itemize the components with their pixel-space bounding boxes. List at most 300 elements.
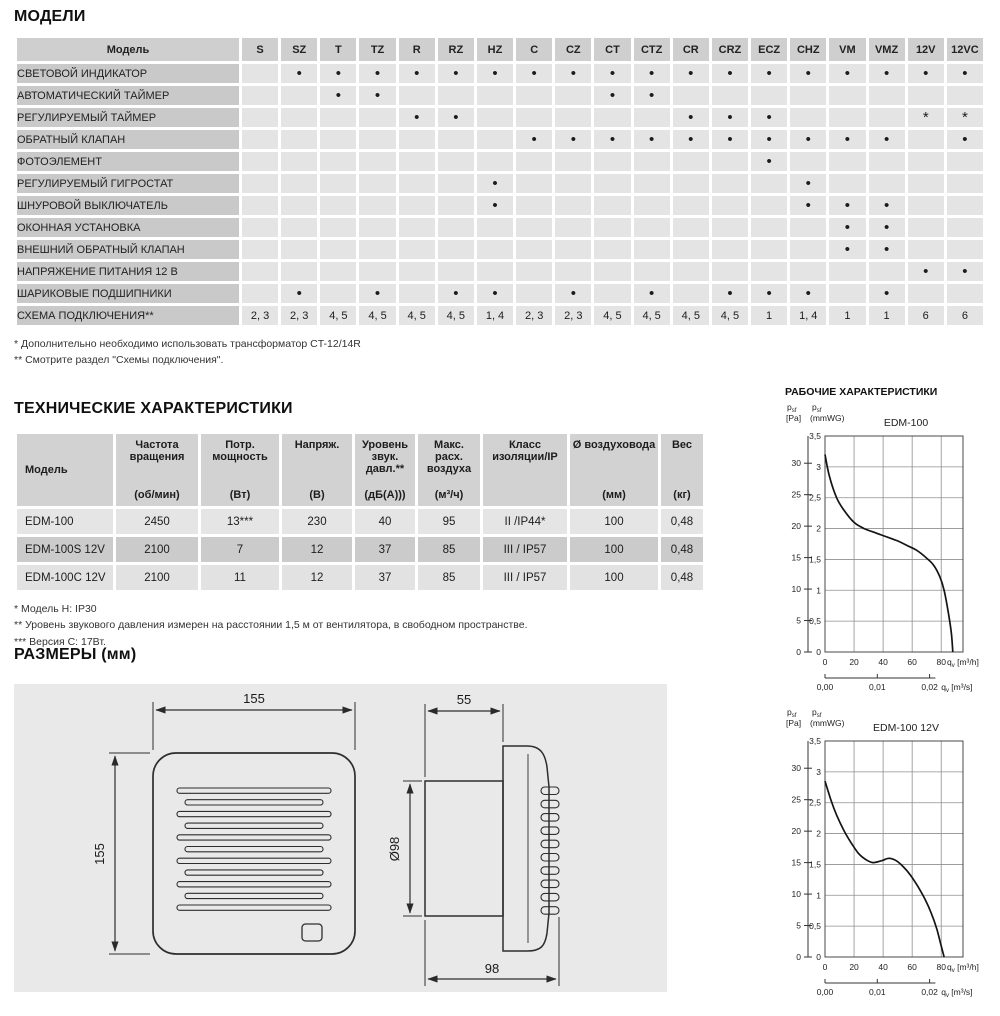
feature-mark-cell bbox=[790, 240, 826, 259]
x-tick-label: 80 bbox=[936, 657, 946, 667]
tech-header-name: Потр. мощность bbox=[212, 439, 268, 463]
pa-tick-label: 25 bbox=[791, 794, 801, 805]
tech-col-header bbox=[418, 434, 480, 506]
tech-cell: EDM-100C 12V bbox=[17, 565, 113, 590]
tech-cell: 2100 bbox=[116, 565, 198, 590]
feature-mark-cell bbox=[947, 240, 983, 259]
feature-mark-cell: • bbox=[516, 64, 552, 83]
feature-mark-cell bbox=[516, 108, 552, 127]
tech-header-name: Макс. расх. воздуха bbox=[426, 439, 472, 475]
side-grille-fins bbox=[541, 787, 559, 914]
x2-tick-label: 0,00 bbox=[816, 682, 834, 692]
feature-mark-cell bbox=[712, 152, 748, 171]
x2-tick-label: 0,00 bbox=[816, 987, 834, 997]
x2-tick-label: 0,02 bbox=[921, 987, 938, 997]
mmwg-axis-caption: $p_{sf}$ bbox=[812, 402, 822, 414]
feature-mark-cell bbox=[829, 108, 865, 127]
feature-mark-cell bbox=[869, 108, 905, 127]
mmwg-tick-label: 1,5 bbox=[809, 554, 821, 565]
mmwg-tick-label: 0 bbox=[816, 952, 821, 962]
models-row bbox=[17, 262, 983, 281]
tech-header-unit: (Вт) bbox=[229, 489, 251, 501]
feature-mark-cell bbox=[673, 86, 709, 105]
tech-header-name: Класс изоляции/IP bbox=[492, 439, 558, 463]
feature-mark-cell bbox=[281, 196, 317, 215]
duct-tube bbox=[425, 781, 503, 916]
feature-mark-cell bbox=[242, 108, 278, 127]
feature-label: ШАРИКОВЫЕ ПОДШИПНИКИ bbox=[17, 284, 239, 303]
feature-mark-cell bbox=[555, 108, 591, 127]
tech-cell: 85 bbox=[418, 565, 480, 590]
feature-mark-cell bbox=[634, 196, 670, 215]
feature-mark-cell: • bbox=[947, 130, 983, 149]
feature-mark-cell: • bbox=[634, 284, 670, 303]
feature-mark-cell: • bbox=[712, 130, 748, 149]
chart-gridlines bbox=[825, 436, 963, 652]
tech-col-header bbox=[355, 434, 415, 506]
feature-mark-cell: • bbox=[712, 108, 748, 127]
feature-mark-cell bbox=[594, 174, 630, 193]
feature-mark-cell bbox=[359, 196, 395, 215]
tech-cell: 37 bbox=[355, 537, 415, 562]
feature-mark-cell: • bbox=[359, 86, 395, 105]
feature-mark-cell bbox=[516, 218, 552, 237]
pa-tick-label: 10 bbox=[791, 889, 801, 900]
feature-mark-cell bbox=[790, 262, 826, 281]
feature-mark-cell: 4, 5 bbox=[399, 306, 435, 325]
feature-mark-cell: • bbox=[281, 284, 317, 303]
dimensions-section-title: РАЗМЕРЫ (мм) bbox=[14, 646, 137, 663]
feature-mark-cell bbox=[438, 174, 474, 193]
x-tick-label: 20 bbox=[849, 657, 859, 667]
feature-mark-cell bbox=[477, 240, 513, 259]
feature-mark-cell bbox=[477, 262, 513, 281]
tech-header-box bbox=[570, 434, 658, 506]
feature-mark-cell bbox=[320, 130, 356, 149]
feature-mark-cell bbox=[908, 240, 944, 259]
feature-mark-cell: • bbox=[673, 64, 709, 83]
feature-mark-cell bbox=[947, 218, 983, 237]
performance-curve bbox=[825, 455, 953, 653]
models-col-header-S: S bbox=[242, 38, 278, 61]
feature-mark-cell bbox=[399, 196, 435, 215]
feature-mark-cell bbox=[320, 218, 356, 237]
feature-mark-cell bbox=[594, 218, 630, 237]
feature-mark-cell bbox=[712, 218, 748, 237]
models-col-header-CT: CT bbox=[594, 38, 630, 61]
feature-mark-cell bbox=[908, 284, 944, 303]
models-row bbox=[17, 108, 983, 127]
tech-col-header bbox=[483, 434, 567, 506]
feature-mark-cell bbox=[908, 130, 944, 149]
tech-section-title: ТЕХНИЧЕСКИЕ ХАРАКТЕРИСТИКИ bbox=[14, 400, 293, 417]
mmwg-tick-label: 1 bbox=[816, 585, 821, 596]
tech-cell: 2450 bbox=[116, 509, 198, 534]
feature-mark-cell bbox=[359, 218, 395, 237]
performance-chart-edm-100 bbox=[785, 400, 990, 695]
feature-mark-cell: • bbox=[477, 64, 513, 83]
tech-cell: 0,48 bbox=[661, 509, 703, 534]
feature-mark-cell: 1, 4 bbox=[790, 306, 826, 325]
tech-header-name: Вес bbox=[671, 439, 693, 451]
feature-mark-cell bbox=[790, 108, 826, 127]
feature-mark-cell: * bbox=[947, 108, 983, 127]
feature-mark-cell: • bbox=[947, 262, 983, 281]
feature-mark-cell bbox=[673, 240, 709, 259]
pa-axis-unit: [Pa] bbox=[786, 718, 802, 728]
feature-mark-cell bbox=[555, 174, 591, 193]
feature-label: РЕГУЛИРУЕМЫЙ ГИГРОСТАТ bbox=[17, 174, 239, 193]
feature-mark-cell bbox=[673, 196, 709, 215]
feature-label: ШНУРОВОЙ ВЫКЛЮЧАТЕЛЬ bbox=[17, 196, 239, 215]
feature-mark-cell bbox=[869, 262, 905, 281]
feature-mark-cell: 4, 5 bbox=[634, 306, 670, 325]
feature-mark-cell bbox=[399, 86, 435, 105]
models-footnote-2: ** Смотрите раздел "Схемы подключения". bbox=[14, 354, 224, 367]
feature-mark-cell bbox=[399, 152, 435, 171]
feature-mark-cell: • bbox=[281, 64, 317, 83]
feature-mark-cell bbox=[751, 196, 787, 215]
feature-mark-cell bbox=[829, 152, 865, 171]
feature-mark-cell: • bbox=[869, 130, 905, 149]
feature-mark-cell bbox=[555, 196, 591, 215]
feature-mark-cell bbox=[242, 262, 278, 281]
models-footnote-1: * Дополнительно необходимо использовать трансформатор CT-12/14R bbox=[14, 338, 361, 350]
feature-mark-cell: • bbox=[869, 240, 905, 259]
tech-footnote-2: ** Уровень звукового давления измерен на расстоянии 1,5 м от вентилятора, в свободном пространстве. bbox=[14, 619, 528, 632]
feature-mark-cell bbox=[477, 86, 513, 105]
pa-tick-label: 30 bbox=[791, 763, 801, 774]
chart-title: EDM-100 12V bbox=[873, 722, 939, 734]
feature-label: НАПРЯЖЕНИЕ ПИТАНИЯ 12 В bbox=[17, 262, 239, 281]
mmwg-tick-label: 1,5 bbox=[809, 859, 821, 870]
feature-mark-cell bbox=[399, 240, 435, 259]
front-width-label: 155 bbox=[243, 691, 265, 706]
mmwg-tick-label: 0,5 bbox=[809, 616, 821, 627]
x-tick-label: 40 bbox=[878, 962, 888, 972]
feature-mark-cell bbox=[359, 152, 395, 171]
feature-mark-cell: • bbox=[477, 284, 513, 303]
models-section-title: МОДЕЛИ bbox=[14, 8, 86, 25]
feature-mark-cell bbox=[242, 218, 278, 237]
tech-cell: 13*** bbox=[201, 509, 279, 534]
feature-mark-cell: • bbox=[634, 130, 670, 149]
models-row bbox=[17, 240, 983, 259]
feature-mark-cell bbox=[477, 152, 513, 171]
feature-mark-cell: • bbox=[751, 108, 787, 127]
feature-mark-cell bbox=[869, 86, 905, 105]
tech-cell: 12 bbox=[282, 565, 352, 590]
feature-mark-cell: 2, 3 bbox=[242, 306, 278, 325]
pa-tick-label: 5 bbox=[796, 920, 801, 931]
feature-mark-cell bbox=[829, 86, 865, 105]
feature-mark-cell bbox=[438, 262, 474, 281]
feature-mark-cell bbox=[673, 174, 709, 193]
feature-mark-cell: 1 bbox=[829, 306, 865, 325]
feature-mark-cell bbox=[320, 240, 356, 259]
feature-mark-cell bbox=[790, 152, 826, 171]
x-tick-label: 20 bbox=[849, 962, 859, 972]
mmwg-tick-label: 2,5 bbox=[809, 492, 821, 503]
tech-header-unit: (мм) bbox=[602, 489, 626, 501]
feature-mark-cell bbox=[947, 86, 983, 105]
feature-mark-cell bbox=[359, 108, 395, 127]
mmwg-tick-label: 0 bbox=[816, 647, 821, 657]
feature-mark-cell: 2, 3 bbox=[281, 306, 317, 325]
feature-mark-cell: 1 bbox=[751, 306, 787, 325]
feature-mark-cell bbox=[555, 262, 591, 281]
models-header-model: Модель bbox=[17, 38, 239, 61]
feature-label: ОКОННАЯ УСТАНОВКА bbox=[17, 218, 239, 237]
x2-tick-label: 0,02 bbox=[921, 682, 938, 692]
pa-tick-label: 15 bbox=[791, 857, 801, 868]
tech-header-box bbox=[355, 434, 415, 506]
tech-header-unit: (кг) bbox=[673, 489, 691, 501]
feature-mark-cell bbox=[594, 196, 630, 215]
feature-mark-cell bbox=[634, 218, 670, 237]
feature-mark-cell: 1, 4 bbox=[477, 306, 513, 325]
pa-tick-label: 0 bbox=[796, 952, 801, 962]
feature-mark-cell: • bbox=[790, 196, 826, 215]
feature-mark-cell: 4, 5 bbox=[359, 306, 395, 325]
feature-mark-cell bbox=[242, 174, 278, 193]
pa-tick-label: 30 bbox=[791, 458, 801, 469]
feature-mark-cell bbox=[594, 262, 630, 281]
tech-row bbox=[17, 509, 703, 534]
feature-mark-cell: • bbox=[555, 130, 591, 149]
feature-mark-cell: • bbox=[869, 218, 905, 237]
mmwg-tick-label: 3 bbox=[816, 766, 821, 777]
models-col-header-SZ: SZ bbox=[281, 38, 317, 61]
pa-tick-label: 0 bbox=[796, 647, 801, 657]
feature-mark-cell: • bbox=[751, 284, 787, 303]
x2-tick-label: 0,01 bbox=[869, 682, 886, 692]
feature-mark-cell bbox=[399, 174, 435, 193]
feature-mark-cell bbox=[947, 196, 983, 215]
feature-mark-cell: • bbox=[908, 262, 944, 281]
feature-mark-cell: • bbox=[712, 64, 748, 83]
mmwg-axis-unit: (mmWG) bbox=[810, 718, 845, 728]
feature-mark-cell bbox=[281, 86, 317, 105]
models-col-header-CHZ: CHZ bbox=[790, 38, 826, 61]
feature-mark-cell: • bbox=[399, 64, 435, 83]
feature-mark-cell bbox=[399, 284, 435, 303]
tech-header-unit bbox=[17, 476, 113, 481]
feature-mark-cell bbox=[477, 108, 513, 127]
feature-mark-cell bbox=[516, 86, 552, 105]
feature-mark-cell: • bbox=[829, 240, 865, 259]
feature-mark-cell bbox=[477, 218, 513, 237]
tech-header-box bbox=[201, 434, 279, 506]
fan-front-body bbox=[153, 753, 355, 954]
tech-footnote-3: *** Версия C: 17Вт. bbox=[14, 635, 106, 648]
tech-cell: 37 bbox=[355, 565, 415, 590]
feature-mark-cell: • bbox=[555, 64, 591, 83]
feature-mark-cell bbox=[751, 240, 787, 259]
feature-mark-cell: • bbox=[751, 130, 787, 149]
front-switch-square bbox=[302, 924, 322, 941]
feature-mark-cell: • bbox=[751, 64, 787, 83]
feature-mark-cell bbox=[242, 130, 278, 149]
feature-mark-cell bbox=[712, 174, 748, 193]
section-performance-charts bbox=[785, 386, 995, 1000]
tech-cell: 11 bbox=[201, 565, 279, 590]
plot-border bbox=[825, 436, 963, 652]
feature-mark-cell: • bbox=[516, 130, 552, 149]
feature-mark-cell: 2, 3 bbox=[555, 306, 591, 325]
feature-mark-cell: 6 bbox=[908, 306, 944, 325]
feature-mark-cell bbox=[712, 196, 748, 215]
side-view-drawing bbox=[403, 704, 559, 986]
feature-mark-cell bbox=[281, 240, 317, 259]
feature-mark-cell bbox=[320, 174, 356, 193]
feature-mark-cell bbox=[438, 86, 474, 105]
feature-mark-cell: • bbox=[869, 284, 905, 303]
feature-mark-cell bbox=[281, 174, 317, 193]
duct-length-label: 55 bbox=[456, 692, 472, 707]
tech-header-unit: (В) bbox=[309, 489, 325, 501]
models-row bbox=[17, 152, 983, 171]
feature-mark-cell bbox=[399, 130, 435, 149]
mmwg-tick-label: 0,5 bbox=[809, 921, 821, 932]
feature-mark-cell bbox=[438, 218, 474, 237]
models-col-header-VM: VM bbox=[829, 38, 865, 61]
feature-mark-cell: • bbox=[359, 284, 395, 303]
models-row bbox=[17, 130, 983, 149]
models-col-header-C: C bbox=[516, 38, 552, 61]
pa-axis-caption: $p_{sf}$ bbox=[787, 707, 797, 719]
models-col-header-CZ: CZ bbox=[555, 38, 591, 61]
feature-mark-cell bbox=[829, 262, 865, 281]
feature-mark-cell bbox=[673, 218, 709, 237]
feature-mark-cell bbox=[673, 284, 709, 303]
feature-mark-cell: • bbox=[751, 152, 787, 171]
mmwg-tick-label: 3,5 bbox=[809, 736, 821, 746]
tech-col-header bbox=[661, 434, 703, 506]
feature-mark-cell bbox=[242, 196, 278, 215]
models-col-header-RZ: RZ bbox=[438, 38, 474, 61]
feature-mark-cell bbox=[869, 174, 905, 193]
feature-mark-cell bbox=[320, 196, 356, 215]
models-table bbox=[14, 35, 986, 328]
feature-mark-cell: • bbox=[790, 284, 826, 303]
models-footnotes bbox=[14, 336, 986, 369]
feature-mark-cell: • bbox=[399, 108, 435, 127]
feature-mark-cell bbox=[281, 108, 317, 127]
feature-mark-cell bbox=[555, 240, 591, 259]
models-row bbox=[17, 306, 983, 325]
tech-header-box bbox=[282, 434, 352, 506]
mmwg-axis-unit: (mmWG) bbox=[810, 413, 845, 423]
duct-diameter-label: Ø98 bbox=[387, 836, 402, 862]
feature-mark-cell bbox=[242, 240, 278, 259]
feature-mark-cell bbox=[908, 174, 944, 193]
tech-header-name: Напряж. bbox=[294, 439, 340, 451]
feature-mark-cell bbox=[908, 152, 944, 171]
feature-mark-cell: 4, 5 bbox=[320, 306, 356, 325]
feature-mark-cell bbox=[673, 262, 709, 281]
feature-mark-cell bbox=[634, 262, 670, 281]
dimensions-panel bbox=[14, 684, 667, 992]
chart-gridlines bbox=[825, 741, 963, 957]
x-tick-label: 60 bbox=[907, 962, 917, 972]
feature-mark-cell: 2, 3 bbox=[516, 306, 552, 325]
feature-mark-cell: • bbox=[477, 174, 513, 193]
tech-cell: 0,48 bbox=[661, 537, 703, 562]
tech-header-box bbox=[483, 434, 567, 506]
feature-label: СВЕТОВОЙ ИНДИКАТОР bbox=[17, 64, 239, 83]
tech-row bbox=[17, 537, 703, 562]
models-row bbox=[17, 64, 983, 83]
feature-mark-cell bbox=[947, 174, 983, 193]
feature-mark-cell bbox=[751, 86, 787, 105]
feature-mark-cell bbox=[438, 196, 474, 215]
tech-header-unit: (об/мин) bbox=[134, 489, 180, 501]
feature-mark-cell: • bbox=[438, 64, 474, 83]
feature-mark-cell bbox=[555, 152, 591, 171]
feature-mark-cell bbox=[712, 262, 748, 281]
tech-cell: II /IP44* bbox=[483, 509, 567, 534]
pa-tick-label: 5 bbox=[796, 615, 801, 626]
tech-cell: EDM-100S 12V bbox=[17, 537, 113, 562]
feature-mark-cell bbox=[947, 284, 983, 303]
tech-cell: 40 bbox=[355, 509, 415, 534]
tech-header-box bbox=[661, 434, 703, 506]
models-row bbox=[17, 86, 983, 105]
feature-label: АВТОМАТИЧЕСКИЙ ТАЙМЕР bbox=[17, 86, 239, 105]
dimensions-drawing bbox=[14, 684, 667, 992]
feature-mark-cell: • bbox=[438, 108, 474, 127]
models-col-header-ECZ: ECZ bbox=[751, 38, 787, 61]
models-row bbox=[17, 174, 983, 193]
mmwg-tick-label: 2 bbox=[816, 523, 821, 534]
x-tick-label: 0 bbox=[822, 657, 828, 667]
feature-mark-cell bbox=[281, 130, 317, 149]
feature-mark-cell: • bbox=[673, 130, 709, 149]
x-tick-label: 60 bbox=[907, 657, 917, 667]
feature-mark-cell: • bbox=[320, 86, 356, 105]
feature-label: РЕГУЛИРУЕМЫЙ ТАЙМЕР bbox=[17, 108, 239, 127]
models-col-header-12VC: 12VC bbox=[947, 38, 983, 61]
mmwg-tick-label: 2,5 bbox=[809, 797, 821, 808]
tech-header-name: Ø воздуховода bbox=[572, 439, 656, 451]
feature-mark-cell bbox=[829, 174, 865, 193]
tech-header-name: Уровень звук. давл.** bbox=[361, 439, 408, 475]
feature-mark-cell bbox=[751, 218, 787, 237]
tech-cell: III / IP57 bbox=[483, 537, 567, 562]
front-grille-slats bbox=[177, 788, 331, 910]
tech-cell: 100 bbox=[570, 509, 658, 534]
feature-mark-cell: • bbox=[594, 130, 630, 149]
feature-mark-cell: * bbox=[908, 108, 944, 127]
feature-mark-cell: • bbox=[634, 86, 670, 105]
tech-cell: 230 bbox=[282, 509, 352, 534]
feature-mark-cell bbox=[555, 218, 591, 237]
feature-mark-cell bbox=[320, 108, 356, 127]
feature-mark-cell: • bbox=[555, 284, 591, 303]
models-row bbox=[17, 284, 983, 303]
models-col-header-R: R bbox=[399, 38, 435, 61]
feature-mark-cell bbox=[281, 152, 317, 171]
tech-cell: 100 bbox=[570, 537, 658, 562]
feature-mark-cell bbox=[634, 174, 670, 193]
pa-tick-label: 20 bbox=[791, 826, 801, 837]
feature-label: ВНЕШНИЙ ОБРАТНЫЙ КЛАПАН bbox=[17, 240, 239, 259]
feature-mark-cell bbox=[947, 152, 983, 171]
feature-mark-cell bbox=[438, 130, 474, 149]
pa-tick-label: 15 bbox=[791, 552, 801, 563]
pa-tick-label: 10 bbox=[791, 584, 801, 595]
